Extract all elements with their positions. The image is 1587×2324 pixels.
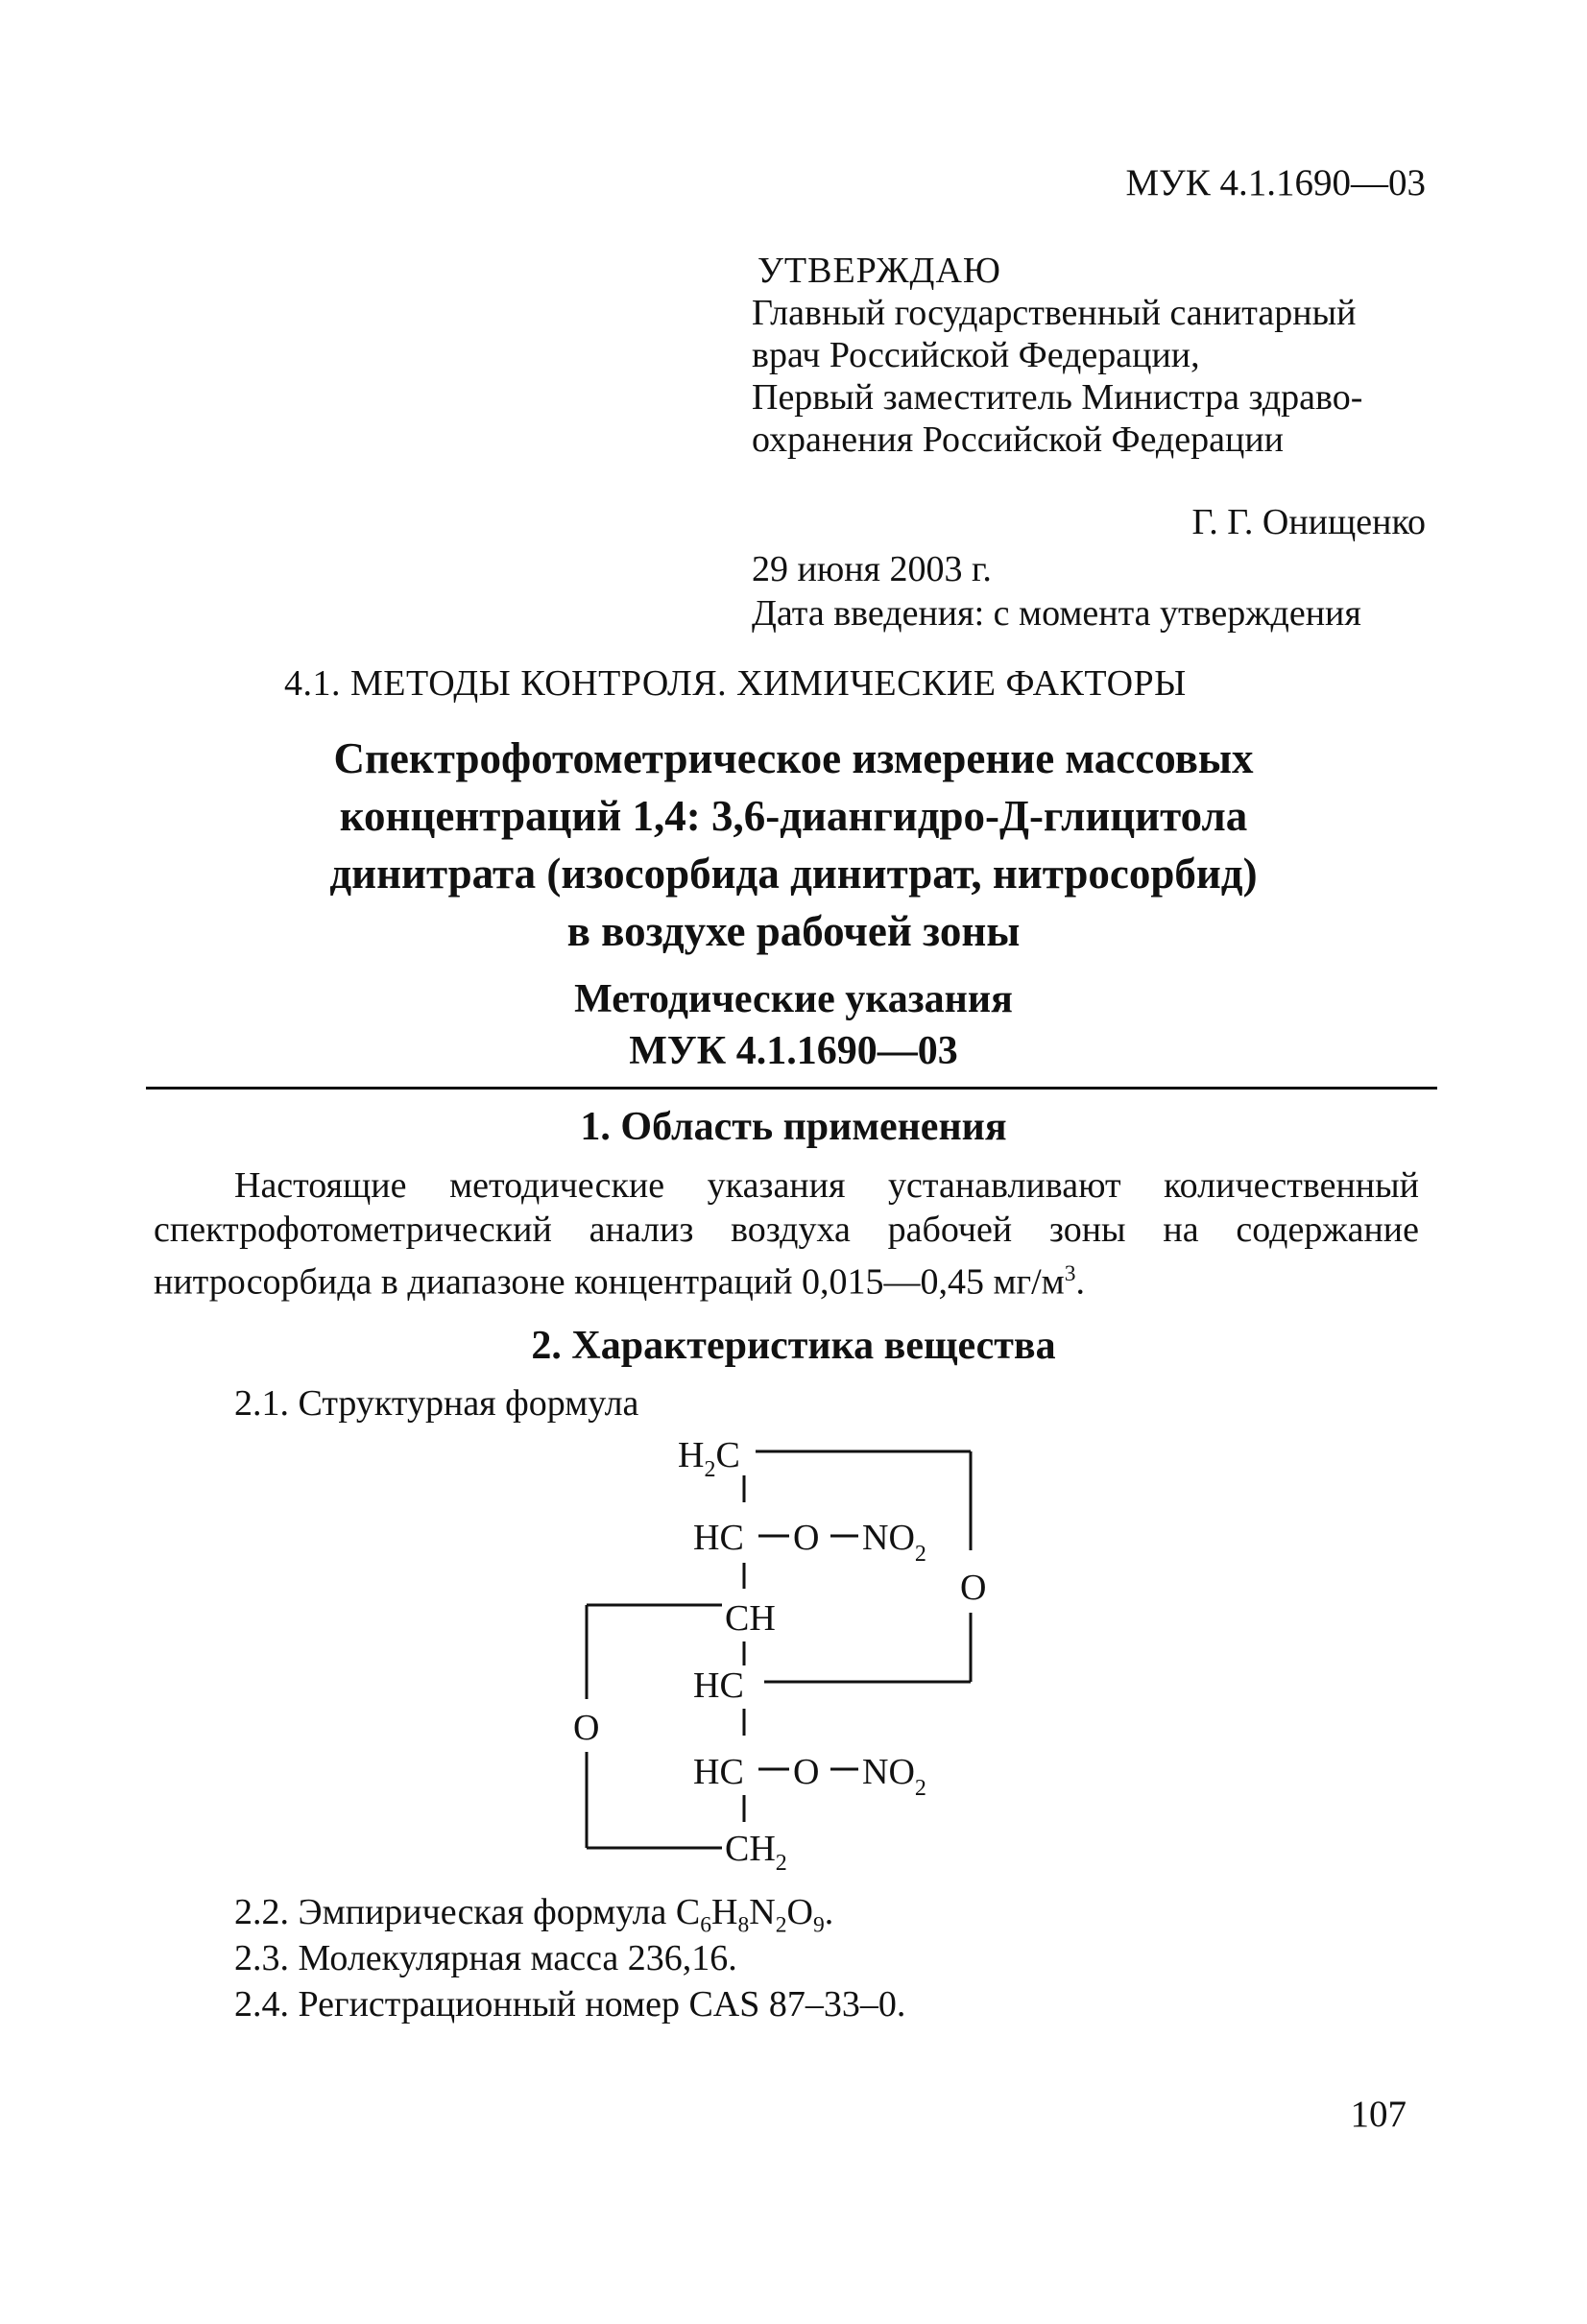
ether-oxygen-1: O bbox=[793, 1518, 820, 1558]
approval-line: Главный государственный санитарный bbox=[752, 293, 1357, 333]
h2c-h: H bbox=[678, 1435, 705, 1475]
approval-line: Первый заместитель Министра здраво- bbox=[752, 377, 1363, 418]
ring-oxygen-right: O bbox=[960, 1568, 987, 1608]
h2c-sub: 2 bbox=[704, 1457, 716, 1482]
item-2-1: 2.1. Структурная формула bbox=[234, 1383, 639, 1424]
approval-date: 29 июня 2003 г. bbox=[752, 549, 992, 589]
title-line: Спектрофотометрическое измерение массовых bbox=[333, 734, 1254, 782]
nitro-sub-1: 2 bbox=[914, 1542, 926, 1567]
document-code: МУК 4.1.1690—03 bbox=[1125, 162, 1426, 204]
hc-3: HC bbox=[693, 1752, 744, 1792]
section2-heading: 2. Характеристика вещества bbox=[531, 1324, 1056, 1368]
ch-group: CH bbox=[725, 1598, 776, 1639]
svg-text:NO2 bbox=[862, 1752, 926, 1801]
section1-text: Настоящие методические указания устанавливают количественный спектрофотометрический анализ воздуха рабочей зоны на содержание нитросорбида в диапазоне концентраций 0,015—0,45 мг/м bbox=[154, 1165, 1419, 1303]
title-line: динитрата (изосорбида динитрат, нитросорбид) bbox=[329, 850, 1258, 898]
hc-1: HC bbox=[693, 1518, 744, 1558]
svg-text:CH2 bbox=[725, 1829, 787, 1876]
item-2-2: 2.2. Эмпирическая формула $C_6H_8N_2O_9$. bbox=[234, 1892, 834, 1938]
category-heading: 4.1. МЕТОДЫ КОНТРОЛЯ. ХИМИЧЕСКИЕ ФАКТОРЫ bbox=[284, 663, 1187, 704]
nitro-group-2: NO bbox=[862, 1752, 915, 1792]
page-number: 107 bbox=[1350, 2094, 1407, 2135]
effective-date: Дата введения: с момента утверждения bbox=[752, 593, 1361, 634]
unit-exponent: 3 bbox=[1064, 1261, 1076, 1286]
nitro-group-1: NO bbox=[862, 1518, 915, 1558]
approval-heading: УТВЕРЖДАЮ bbox=[757, 251, 1001, 291]
section1-end: . bbox=[1075, 1261, 1085, 1303]
section1-heading: 1. Область применения bbox=[580, 1105, 1007, 1149]
svg-text:NO2 bbox=[862, 1518, 926, 1567]
svg-text:H2C bbox=[678, 1435, 740, 1482]
hc-2: HC bbox=[693, 1665, 744, 1706]
item-2-4: 2.4. Регистрационный номер CAS 87–33–0. bbox=[234, 1984, 906, 2025]
subtitle-code: МУК 4.1.1690—03 bbox=[629, 1029, 958, 1073]
ring-oxygen-left: O bbox=[573, 1708, 600, 1748]
subtitle-line: Методические указания bbox=[574, 977, 1013, 1021]
ch2-sub: 2 bbox=[775, 1851, 787, 1876]
item-2-3: 2.3. Молекулярная масса 236,16. bbox=[234, 1938, 737, 1978]
title-line: концентраций 1,4: 3,6-диангидро-Д-глицитола bbox=[339, 792, 1248, 840]
signer-name: Г. Г. Онищенко bbox=[1191, 502, 1426, 542]
ether-oxygen-2: O bbox=[793, 1752, 820, 1792]
approval-line: охранения Российской Федерации bbox=[752, 419, 1285, 460]
h2c-c: C bbox=[715, 1435, 740, 1475]
approval-line: врач Российской Федерации, bbox=[752, 335, 1200, 375]
nitro-sub-2: 2 bbox=[914, 1776, 926, 1801]
ch2-group: CH bbox=[725, 1829, 776, 1869]
title-line: в воздухе рабочей зоны bbox=[566, 907, 1021, 955]
